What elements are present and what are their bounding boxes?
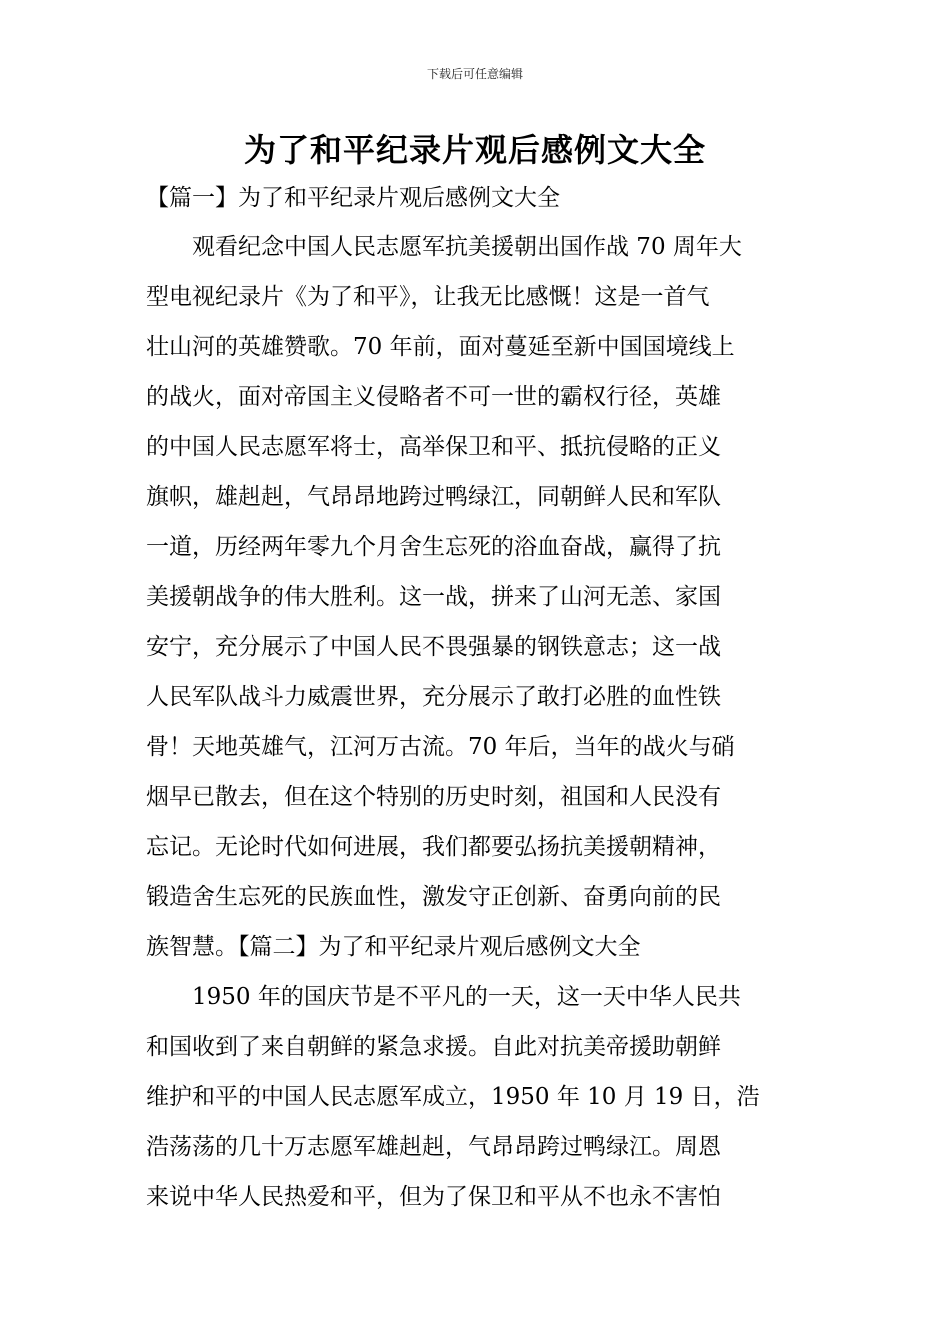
text-line: 族智慧。【篇二】为了和平纪录片观后感例文大全	[146, 934, 641, 960]
text-line: 旗帜，雄赳赳，气昂昂地跨过鸭绿江，同朝鲜人民和军队	[146, 484, 721, 510]
text-line: 安宁，充分展示了中国人民不畏强暴的钢铁意志；这一战	[146, 634, 721, 660]
section-2-body	[146, 972, 806, 1222]
section-1-body	[146, 222, 806, 972]
text-line: 烟早已散去，但在这个特别的历史时刻，祖国和人民没有	[146, 784, 721, 810]
text-line: 浩荡荡的几十万志愿军雄赳赳，气昂昂跨过鸭绿江。周恩	[146, 1134, 721, 1160]
text-line: 观看纪念中国人民志愿军抗美援朝出国作战 70 周年大	[146, 234, 742, 260]
text-line: 和国收到了来自朝鲜的紧急求援。自此对抗美帝援助朝鲜	[146, 1034, 721, 1060]
text-line: 的战火，面对帝国主义侵略者不可一世的霸权行径，英雄	[146, 384, 721, 410]
text-line: 骨！天地英雄气，江河万古流。70 年后，当年的战火与硝	[146, 734, 735, 760]
text-line: 的中国人民志愿军将士，高举保卫和平、抵抗侵略的正义	[146, 434, 721, 460]
document-title: 为了和平纪录片观后感例文大全	[243, 131, 706, 169]
text-line: 美援朝战争的伟大胜利。这一战，拼来了山河无恙、家国	[146, 584, 721, 610]
text-line: 维护和平的中国人民志愿军成立，1950 年 10 月 19 日，浩	[146, 1084, 760, 1110]
header-note: 下载后可任意编辑	[426, 67, 523, 81]
text-line: 壮山河的英雄赞歌。70 年前，面对蔓延至新中国国境线上	[146, 334, 735, 360]
text-line: 忘记。无论时代如何进展，我们都要弘扬抗美援朝精神，	[146, 834, 721, 860]
section-heading-1: 【篇一】为了和平纪录片观后感例文大全	[146, 185, 560, 211]
text-line: 来说中华人民热爱和平，但为了保卫和平从不也永不害怕	[146, 1184, 721, 1210]
text-line: 1950 年的国庆节是不平凡的一天，这一天中华人民共	[146, 984, 741, 1010]
text-line: 锻造舍生忘死的民族血性，激发守正创新、奋勇向前的民	[146, 884, 721, 910]
text-line: 型电视纪录片《为了和平》，让我无比感慨！这是一首气	[146, 284, 710, 310]
text-line: 一道，历经两年零九个月舍生忘死的浴血奋战，赢得了抗	[146, 534, 721, 560]
text-line: 人民军队战斗力威震世界，充分展示了敢打必胜的血性铁	[146, 684, 721, 710]
